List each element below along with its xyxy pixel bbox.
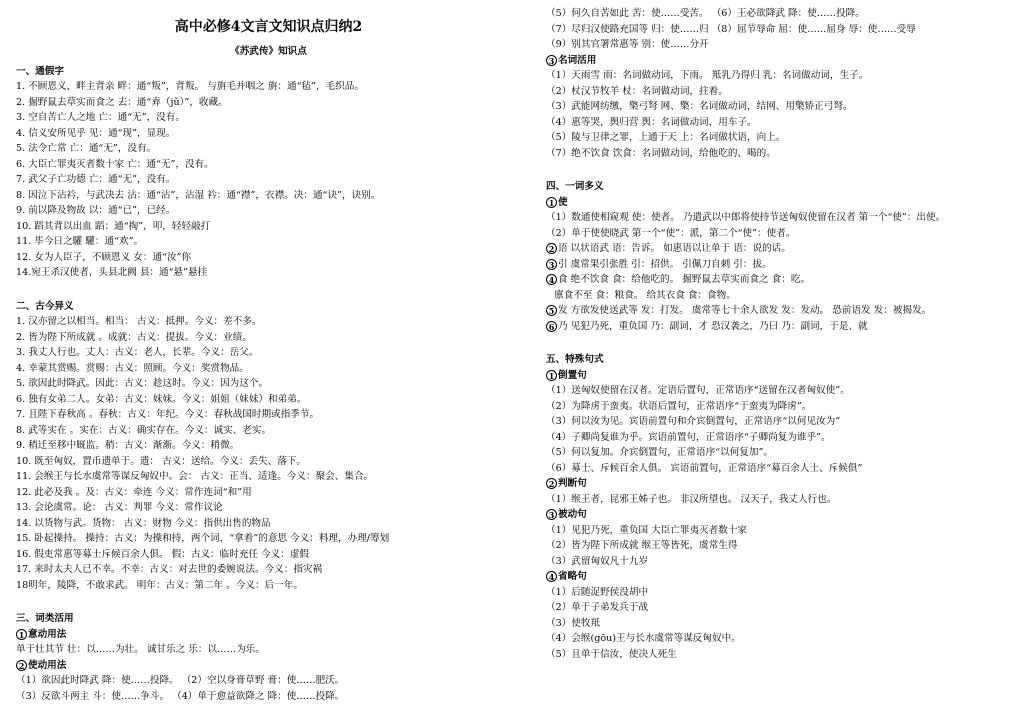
section-heading-yiciduoyi: 四、一词多义	[546, 181, 604, 192]
list-item: （6）募士、斥候百余人俱。 宾语前置句，正常语序“募百余人士、斥候俱”	[546, 462, 863, 474]
list-item: （5）何以复加。介宾倒置句，正常语序“以何复加”。	[546, 447, 773, 458]
list-item: （1）数通使相窥观 使：使者。 乃遣武以中郎将使持节送匈奴使留在汉者 第一个“使”：出使。	[546, 212, 946, 223]
page-title: 高中必修4文言文知识点归纳2	[174, 19, 363, 35]
circled-number-1-icon: 1	[546, 197, 557, 208]
list-item-word-fa: 5 发 方欲发使送武等 发：打发。 虞常等七十余人欲发 发：发动。 恐前语发 发：被揭发。	[546, 303, 1016, 319]
list-item: （3）反欲斗两主 斗：使……争斗。 （4）单于愈益欲降之 降：使……投降。	[16, 690, 345, 702]
list-item: （1）见犯乃死，重负国 大臣亡罪夷灭者数十家	[546, 524, 748, 536]
subheading-word-shi: 1 使	[546, 195, 1016, 211]
list-item: （5）陵与卫律之罪，上通于天 上：名词做状语，向上。	[546, 132, 786, 143]
list-item: 11. 会缑王与长水虞常等谋反匈奴中。会： 古义：正当、适逢。今义：聚会、集合。	[16, 471, 374, 482]
list-item: 12. 女为人臣子，不顾恩义 女：通“汝”你	[16, 251, 192, 263]
list-item: 3. 我丈人行也。丈人：古义：老人，长辈。今义：岳父。	[16, 347, 259, 358]
list-item: 5. 法令亡常 亡：通“无”，没有。	[16, 143, 157, 154]
list-item: 18明年，陵降，不敢求武。 明年：古义：第二年 。今义：后一年。	[16, 579, 303, 591]
section-heading-tongjiazi: 一、通假字	[16, 65, 64, 77]
list-tongjiazi	[16, 79, 521, 281]
subheading-mingci: 3 名词活用	[546, 53, 1016, 69]
list-item: 17. 来时太夫人已不幸。不幸：古义：对去世的委婉说法。今义：指灾祸	[16, 564, 323, 575]
circled-number-2-icon: 2	[16, 660, 27, 671]
list-item: 16. 假吏常惠等募士斥候百余人俱。 假：古义：临时充任 今义：虚假	[16, 548, 310, 560]
circled-number-3-icon: 3	[546, 259, 557, 270]
list-item: （1）缑王者，昆邪王姊子也。 非汉所望也。 汉天子，我丈人行也。	[546, 493, 837, 505]
list-item: （4）子卿尚复谁为乎。宾语前置句，正常语序“子卿尚复为谁乎”。	[546, 431, 831, 443]
circled-number-4-icon: 4	[546, 571, 557, 582]
list-item: （3）武留匈奴凡十九岁	[546, 555, 649, 567]
list-item: （9）别其官署常惠等 别：使……分开	[546, 39, 709, 50]
subheading-panduan: 2 判断句	[546, 476, 1016, 492]
list-item: （1）欲因此时降武 降：使……投降。 （2）空以身膏草野 膏：使……肥沃。	[16, 675, 345, 686]
list-item: 8. 因泣下沾衿，与武决去 沾：通“沾”，沾湿 衿：通“襟”，衣襟。决：通“诀”，诀别。	[16, 189, 381, 201]
list-item: （3）何以汝为见。宾语前置句和介宾倒置句，正常语序“以何见汝为”	[546, 416, 841, 427]
list-item: （2）杖汉节牧羊 杖：名词做动词，拄着。	[546, 85, 728, 97]
circled-number-4-icon: 4	[546, 274, 557, 285]
list-item-word-yu: 2 语 以状语武 语：告诉。 如惠语以让单于 语：说的话。	[546, 241, 1016, 257]
list-item: 4. 信义安所见乎 见：通“现”，显现。	[16, 127, 176, 139]
list-item: （4）惠等哭，舆归营 舆：名词做动词，用车子。	[546, 116, 757, 128]
circled-number-3-icon: 3	[546, 509, 557, 520]
list-item: 12. 此必及我 。及：古义：牵连 今义：常作连词“和”用	[16, 486, 252, 498]
list-item: 3. 空自苦亡人之地 亡：通“无”，没有。	[16, 112, 185, 123]
list-item: （7）绝不饮食 饮食：名词做动词，给他吃的、喝的。	[546, 147, 776, 159]
list-item: （2）单于使使晓武 第一个“使”：派，第二个“使”：使者。	[546, 227, 796, 239]
list-item: （5）且单于信汝，使决人死生	[546, 648, 677, 660]
list-item: （3）使牧羝	[546, 617, 601, 629]
circled-number-6-icon: 6	[546, 321, 557, 332]
list-item: （5）何久自苦如此 苦：使……受苦。 （6）王必欲降武 降：使……投降。	[546, 8, 865, 19]
circled-number-1-icon: 1	[546, 370, 557, 381]
list-item: 14.宛王杀汉使者，头县北阙 县：通“悬”悬挂	[16, 267, 208, 278]
list-item: 14. 以货物与武。货物： 古义：财物 今义：指供出售的物品	[16, 517, 271, 529]
list-item: （1）后随浞野侯没胡中	[546, 586, 649, 598]
subheading-shenglue: 4 省略句	[546, 569, 1016, 585]
list-item-word-yin: 3 引 虞常果引张胜 引：招供。 引佩刀自刺 引：拔。	[546, 257, 1016, 273]
section-heading-cileihuoyong: 三、词类活用	[16, 613, 74, 624]
list-item: 7. 且陛下春秋高 。春秋：古义：年纪。今义：春秋战国时期或指季节。	[16, 409, 320, 420]
circled-number-2-icon: 2	[546, 243, 557, 254]
list-item: 单于壮其节 壮：以……为壮。 诚甘乐之 乐：以……为乐。	[16, 644, 265, 655]
list-item: 9. 稍迁至移中厩监。稍：古义：渐渐。今义：稍微。	[16, 440, 240, 451]
subheading-yidong: 1 意动用法	[16, 627, 521, 643]
subheading-beidong: 3 被动句	[546, 507, 1016, 523]
circled-number-3-icon: 3	[546, 55, 557, 66]
list-item: 13. 会论虞常。论： 古义：判罪 今义：常作议论	[16, 502, 223, 513]
list-item: （4）会缑(gōu)王与长水虞常等谋反匈奴中。	[546, 633, 741, 644]
subheading-shidong: 2 使动用法	[16, 658, 521, 674]
list-item-word-nai: 6 乃 见犯乃死，重负国 乃：副词，才 恐汉袭之，乃曰 乃：副词，于是、就	[546, 319, 1016, 335]
page-subtitle: 《苏武传》知识点	[230, 46, 307, 57]
subheading-daozhi: 1 倒置句	[546, 368, 1016, 384]
list-item: （2）为降虏于蛮夷。状语后置句，正常语序“于蛮夷为降虏”。	[546, 400, 812, 412]
list-item: 8. 武等实在 。实在：古义：确实存在。今义：诚实、老实。	[16, 424, 272, 436]
list-item: 5. 欲因此时降武。因此：古义：趁这时。今义：因为这个。	[16, 378, 269, 389]
list-item: 6. 大臣亡罪夷灭者数十家 亡：通“无”，没有。	[16, 158, 214, 170]
circled-number-2-icon: 2	[546, 478, 557, 489]
list-item: 15. 卧起操持。 操持：古义：为操和持，两个词，“拿着”的意思 今义：料理，办理/筹划	[16, 533, 390, 544]
list-item: 9. 前以降及物故 以：通“已”，已经。	[16, 205, 176, 216]
list-item: 4. 幸蒙其赏赐。赏赐：古义：照顾。今义：奖赏物品。	[16, 362, 249, 374]
section-heading-teshujushi: 五、特殊句式	[546, 354, 604, 365]
list-item: （2）皆为陛下所成就 缑王等皆死，虞常生得	[546, 540, 738, 551]
list-item: 7. 武父子亡功德 亡：通“无”，没有。	[16, 174, 176, 185]
circled-number-1-icon: 1	[16, 629, 27, 640]
list-item: 6. 独有女弟二人。女弟：古义：妹妹。今义：姐姐（妹妹）和弟弟。	[16, 393, 307, 405]
list-item: 1. 汉亦留之以相当。相当： 古义：抵押。今义：差不多。	[16, 316, 262, 327]
left-column	[16, 0, 521, 704]
circled-number-5-icon: 5	[546, 305, 557, 316]
list-item-word-shi-eat: 4 食 绝不饮食 食：给他吃的。 掘野鼠去草实而食之 食：吃。	[546, 272, 1016, 288]
list-item: （1）送匈奴使留在汉者。定语后置句，正常语序“送留在汉者匈奴使”。	[546, 385, 850, 396]
list-item: 10. 蹈其背以出血 蹈：通“掏”，叩，轻轻敲打	[16, 220, 211, 232]
right-column	[546, 0, 1016, 662]
list-item: 1. 不顾恩义，畔主背亲 畔：通“叛”，背叛。 与旃毛并咽之 旃：通“毡”，毛织品。	[16, 81, 364, 92]
list-item: 廪食不至 食：粮食。 给其衣食 食：食物。	[554, 289, 736, 301]
list-item: （1）天雨雪 雨：名词做动词，下雨。 羝乳乃得归 乳：名词做动词，生子。	[546, 70, 869, 81]
list-item: （2）单于子弟发兵于战	[546, 602, 649, 613]
list-item: 10. 既至匈奴，置币遗单于。遗： 古义：送给。今义：丢失、落下。	[16, 455, 306, 467]
list-item: 2. 皆为陛下所成就 。成就：古义：提拔。今义：业绩。	[16, 331, 252, 343]
list-item: 11. 毕今日之驩 驩：通“欢”。	[16, 236, 144, 247]
list-item: （3）武能网纺缴，檠弓弩 网、檠：名词做动词，结网、用檠矫正弓弩。	[546, 101, 853, 112]
list-gujinyiyi	[16, 314, 521, 593]
section-heading-gujinyiyi: 二、古今异义	[16, 300, 74, 312]
list-item: （7）尽归汉使路充国等 归：使……归 （8）屈节辱命 屈：使……屈身 辱：使……受辱	[546, 23, 916, 35]
list-item: 2. 掘野鼠去草实而食之 去：通“弆（jǔ）”，收藏。	[16, 96, 228, 108]
